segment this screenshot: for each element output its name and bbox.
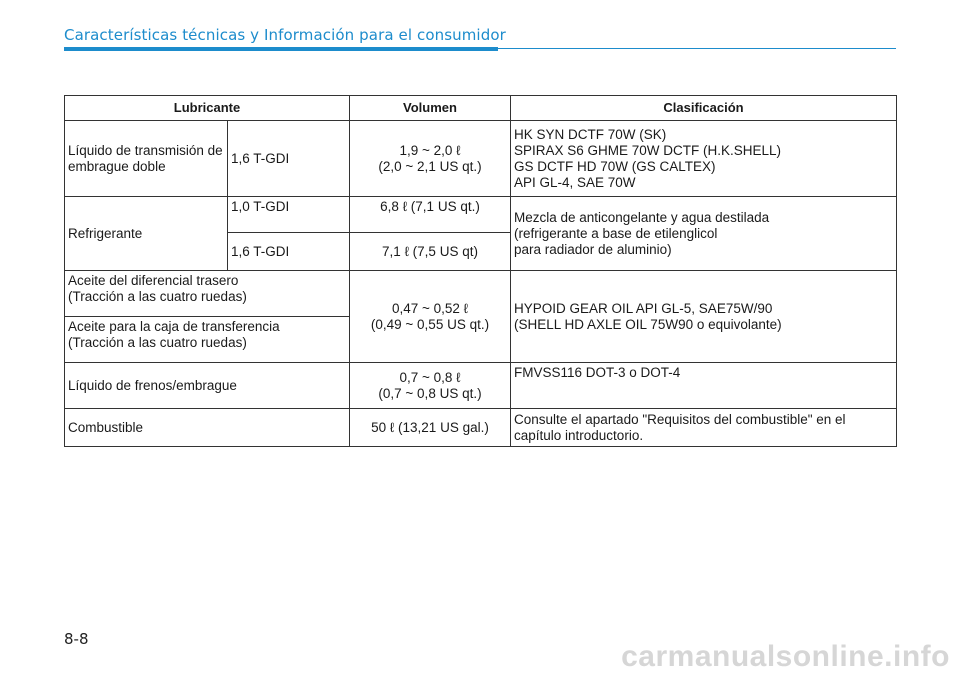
classification-line: API GL-4, SAE 70W — [514, 174, 636, 190]
classification-cell: FMVSS116 DOT-3 o DOT-4 — [511, 363, 897, 409]
header-lubricant: Lubricante — [65, 96, 350, 121]
classification-line: HYPOID GEAR OIL API GL-5, SAE75W/90 — [514, 300, 773, 316]
classification-cell — [511, 121, 897, 197]
classification-cell — [511, 271, 897, 363]
classification-line: capítulo introductorio. — [514, 427, 644, 443]
volume-line: (0,7 ~ 0,8 US qt.) — [378, 385, 482, 401]
volume-cell: 6,8 ℓ (7,1 US qt.) — [350, 197, 511, 233]
volume-cell — [350, 121, 511, 197]
header-divider-line — [64, 48, 896, 49]
lubricant-name-line: (Tracción a las cuatro ruedas) — [68, 289, 247, 304]
volume-cell — [350, 271, 511, 363]
classification-line: (SHELL HD AXLE OIL 75W90 o equivolante) — [514, 316, 782, 332]
volume-line: (0,49 ~ 0,55 US qt.) — [370, 316, 490, 332]
volume-cell: 7,1 ℓ (7,5 US qt) — [350, 233, 511, 271]
classification-cell — [511, 197, 897, 271]
classification-line: Mezcla de anticongelante y agua destilada — [514, 209, 770, 225]
classification-line: HK SYN DCTF 70W (SK) — [514, 126, 667, 142]
volume-cell — [350, 363, 511, 409]
table-row — [65, 271, 897, 317]
watermark: carmanualsonline.info — [621, 640, 950, 673]
lubricant-name: Líquido de transmisión de embrague doble — [65, 121, 228, 197]
volume-line: 0,47 ~ 0,52 ℓ — [391, 300, 469, 316]
engine-type: 1,0 T-GDI — [228, 197, 350, 233]
classification-line: Consulte el apartado "Requisitos del combustible" en el — [514, 411, 846, 427]
volume-cell: 50 ℓ (13,21 US gal.) — [350, 409, 511, 447]
lubricant-spec-table — [64, 95, 897, 447]
volume-line: 0,7 ~ 0,8 ℓ — [399, 369, 461, 385]
lubricant-name-line: Aceite del diferencial trasero — [68, 273, 239, 288]
engine-type: 1,6 T-GDI — [228, 233, 350, 271]
table-row — [65, 363, 897, 409]
lubricant-name-line: Aceite para la caja de transferencia — [68, 319, 280, 334]
lubricant-name: Combustible — [65, 409, 350, 447]
classification-line: (refrigerante a base de etilenglicol — [514, 225, 718, 241]
classification-line: GS DCTF HD 70W (GS CALTEX) — [514, 158, 716, 174]
lubricant-name — [65, 317, 350, 363]
engine-type: 1,6 T-GDI — [228, 121, 350, 197]
lubricant-name — [65, 271, 350, 317]
volume-line: 1,9 ~ 2,0 ℓ — [399, 142, 461, 158]
lubricant-name-line: (Tracción a las cuatro ruedas) — [68, 335, 247, 350]
table-header-row — [65, 96, 897, 121]
lubricant-name: Refrigerante — [65, 197, 228, 271]
lubricant-name: Líquido de frenos/embrague — [65, 363, 350, 409]
table-row — [65, 197, 897, 233]
section-title: Características técnicas y Información para el consumidor — [64, 26, 506, 44]
header-classification: Clasificación — [511, 96, 897, 121]
page-number: 8-8 — [64, 630, 89, 648]
table-row — [65, 409, 897, 447]
classification-line: para radiador de aluminio) — [514, 241, 672, 257]
table-row — [65, 121, 897, 197]
classification-line: SPIRAX S6 GHME 70W DCTF (H.K.SHELL) — [514, 142, 782, 158]
classification-cell — [511, 409, 897, 447]
header-volume: Volumen — [350, 96, 511, 121]
volume-line: (2,0 ~ 2,1 US qt.) — [378, 158, 482, 174]
